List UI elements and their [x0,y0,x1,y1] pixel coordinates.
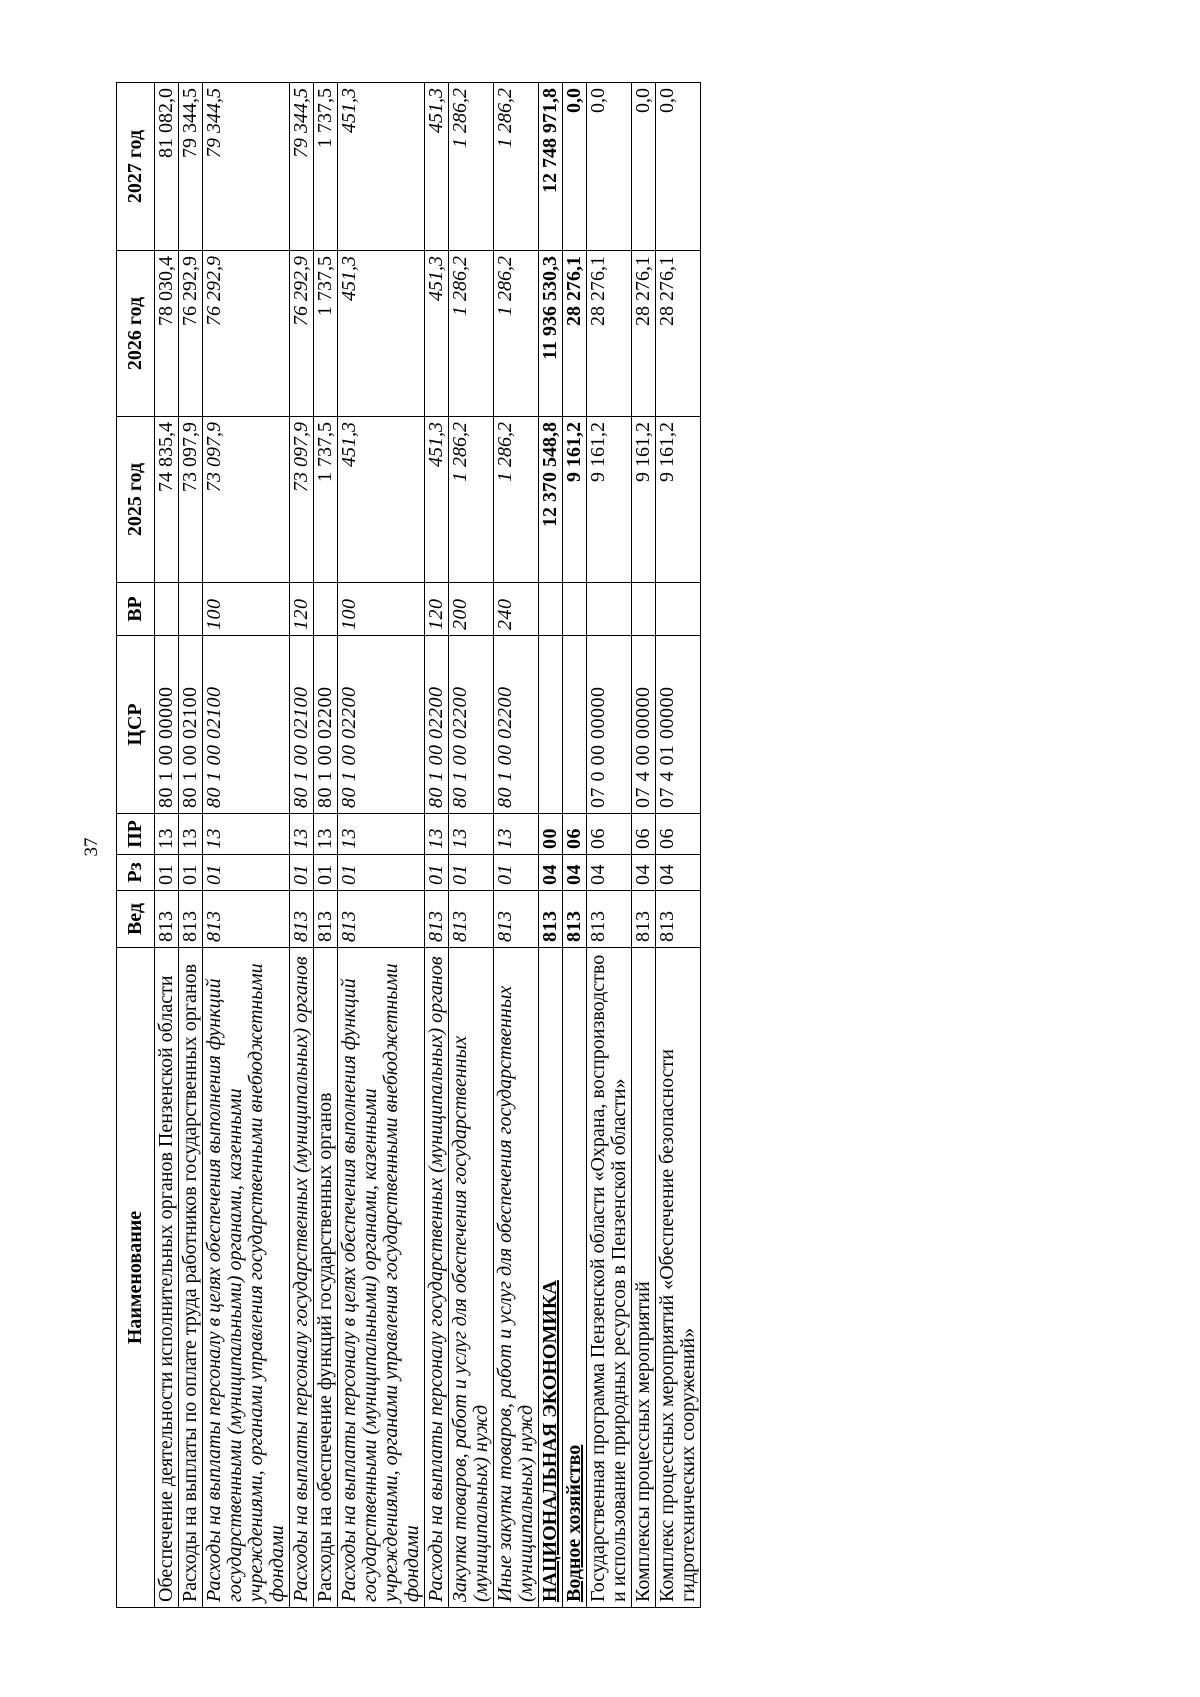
table-row [539,83,563,1608]
table-row [656,83,701,1608]
cell-2026: 1 286,2 [449,251,494,417]
cell-rz: 01 [425,855,449,891]
cell-2027: 451,3 [425,83,449,251]
header-rz: Рз [117,855,155,891]
cell-2026: 1 286,2 [494,251,539,417]
cell-vr: 200 [449,583,494,636]
cell-pr: 13 [425,814,449,855]
cell-name: Расходы на выплаты персоналу в целях обеспечения выполнения функций государственными (муниципальными) органами, казенными учреждениями, органами управления государственными внебюджетными фондами [338,948,425,1608]
cell-rz: 01 [179,855,203,891]
cell-name: Иные закупки товаров, работ и услуг для обеспечения государственных (муниципальных) нужд [494,948,539,1608]
cell-2026: 11 936 530,3 [539,251,563,417]
cell-2026: 78 030,4 [155,251,179,417]
cell-rz: 01 [290,855,314,891]
cell-name: Расходы на выплаты персоналу в целях обеспечения выполнения функций государственными (муниципальными) органами, казенными учреждениями, органами управления государственными внебюджетными фондами [203,948,290,1608]
header-2027: 2027 год [117,83,155,251]
table-row [179,83,203,1608]
cell-ved: 813 [155,891,179,948]
cell-2025: 73 097,9 [203,417,290,583]
table-header-row [117,83,155,1608]
cell-2025: 1 737,5 [314,417,338,583]
cell-pr: 06 [563,814,587,855]
cell-2025: 451,3 [425,417,449,583]
cell-ved: 813 [539,891,563,948]
cell-2027: 451,3 [338,83,425,251]
cell-csr [563,636,587,814]
cell-2027: 0,0 [587,83,632,251]
cell-2027: 0,0 [632,83,656,251]
cell-pr: 13 [155,814,179,855]
cell-2027: 12 748 971,8 [539,83,563,251]
cell-csr: 80 1 00 02100 [203,636,290,814]
cell-name: Обеспечение деятельности исполнительных органов Пензенской области [155,948,179,1608]
cell-2026: 76 292,9 [203,251,290,417]
cell-2025: 73 097,9 [179,417,203,583]
cell-2027: 79 344,5 [290,83,314,251]
cell-rz: 01 [449,855,494,891]
table-row [314,83,338,1608]
cell-2025: 9 161,2 [656,417,701,583]
cell-rz: 04 [563,855,587,891]
rotated-page-content [116,83,1066,1608]
table-row [338,83,425,1608]
cell-2026: 28 276,1 [587,251,632,417]
cell-2025: 9 161,2 [587,417,632,583]
cell-2027: 81 082,0 [155,83,179,251]
cell-pr: 13 [314,814,338,855]
cell-vr: 240 [494,583,539,636]
cell-ved: 813 [425,891,449,948]
header-ved: Вед [117,891,155,948]
cell-ved: 813 [203,891,290,948]
cell-2027: 1 286,2 [494,83,539,251]
cell-csr: 80 1 00 02200 [494,636,539,814]
table-row [494,83,539,1608]
cell-name: Государственная программа Пензенской области «Охрана, воспроизводство и использование природных ресурсов в Пензенской области» [587,948,632,1608]
header-csr: ЦСР [117,636,155,814]
cell-vr [656,583,701,636]
cell-name: Комплекс процессных мероприятий «Обеспечение безопасности гидротехнических сооружений» [656,948,701,1608]
cell-csr: 80 1 00 02100 [290,636,314,814]
cell-2027: 79 344,5 [203,83,290,251]
cell-ved: 813 [290,891,314,948]
cell-2025: 12 370 548,8 [539,417,563,583]
cell-ved: 813 [563,891,587,948]
cell-vr [563,583,587,636]
cell-pr: 06 [656,814,701,855]
header-2025: 2025 год [117,417,155,583]
cell-2026: 28 276,1 [563,251,587,417]
header-name: Наименование [117,948,155,1608]
cell-2026: 1 737,5 [314,251,338,417]
cell-pr: 06 [632,814,656,855]
cell-ved: 813 [587,891,632,948]
cell-2027: 1 737,5 [314,83,338,251]
cell-vr [632,583,656,636]
cell-csr: 80 1 00 02200 [338,636,425,814]
table-body [155,83,701,1608]
cell-csr: 80 1 00 02200 [449,636,494,814]
cell-rz: 01 [494,855,539,891]
header-vr: ВР [117,583,155,636]
cell-pr: 13 [179,814,203,855]
cell-ved: 813 [632,891,656,948]
cell-vr: 100 [203,583,290,636]
cell-2025: 74 835,4 [155,417,179,583]
cell-csr [539,636,563,814]
cell-pr: 13 [203,814,290,855]
table-row [155,83,179,1608]
cell-name: НАЦИОНАЛЬНАЯ ЭКОНОМИКА [539,948,563,1608]
cell-csr: 07 4 01 00000 [656,636,701,814]
budget-table [116,82,701,1608]
cell-vr [314,583,338,636]
cell-2026: 451,3 [425,251,449,417]
cell-2025: 9 161,2 [632,417,656,583]
cell-rz: 04 [539,855,563,891]
cell-2027: 0,0 [563,83,587,251]
cell-name: Расходы на выплаты персоналу государственных (муниципальных) органов [425,948,449,1608]
cell-csr: 80 1 00 02200 [314,636,338,814]
cell-rz: 04 [587,855,632,891]
cell-2026: 76 292,9 [290,251,314,417]
table-row [587,83,632,1608]
cell-2025: 1 286,2 [449,417,494,583]
cell-2027: 79 344,5 [179,83,203,251]
table-row [290,83,314,1608]
cell-rz: 01 [155,855,179,891]
cell-name: Расходы на выплаты по оплате труда работников государственных органов [179,948,203,1608]
cell-2027: 0,0 [656,83,701,251]
cell-csr: 80 1 00 00000 [155,636,179,814]
cell-name: Расходы на обеспечение функций государственных органов [314,948,338,1608]
cell-2026: 28 276,1 [656,251,701,417]
cell-ved: 813 [314,891,338,948]
cell-ved: 813 [656,891,701,948]
cell-rz: 04 [656,855,701,891]
cell-ved: 813 [494,891,539,948]
cell-name: Комплексы процессных мероприятий [632,948,656,1608]
cell-ved: 813 [449,891,494,948]
cell-pr: 06 [587,814,632,855]
table-row [449,83,494,1608]
cell-pr: 13 [449,814,494,855]
table-row [425,83,449,1608]
cell-2025: 1 286,2 [494,417,539,583]
cell-name: Водное хозяйство [563,948,587,1608]
cell-csr: 07 4 00 00000 [632,636,656,814]
cell-pr: 13 [290,814,314,855]
cell-ved: 813 [179,891,203,948]
cell-pr: 13 [494,814,539,855]
cell-2025: 9 161,2 [563,417,587,583]
table-row [632,83,656,1608]
table-row [203,83,290,1608]
cell-2025: 451,3 [338,417,425,583]
cell-pr: 00 [539,814,563,855]
cell-2026: 76 292,9 [179,251,203,417]
cell-csr: 07 0 00 00000 [587,636,632,814]
cell-rz: 01 [203,855,290,891]
cell-rz: 04 [632,855,656,891]
header-pr: ПР [117,814,155,855]
cell-2026: 451,3 [338,251,425,417]
cell-2026: 28 276,1 [632,251,656,417]
cell-vr: 120 [425,583,449,636]
header-2026: 2026 год [117,251,155,417]
cell-rz: 01 [338,855,425,891]
cell-2027: 1 286,2 [449,83,494,251]
cell-ved: 813 [338,891,425,948]
cell-vr [587,583,632,636]
cell-vr: 100 [338,583,425,636]
cell-pr: 13 [338,814,425,855]
cell-vr [179,583,203,636]
cell-csr: 80 1 00 02100 [179,636,203,814]
cell-vr [155,583,179,636]
cell-name: Закупка товаров, работ и услуг для обеспечения государственных (муниципальных) нужд [449,948,494,1608]
cell-csr: 80 1 00 02200 [425,636,449,814]
cell-rz: 01 [314,855,338,891]
table-row [563,83,587,1608]
cell-vr [539,583,563,636]
cell-2025: 73 097,9 [290,417,314,583]
cell-name: Расходы на выплаты персоналу государственных (муниципальных) органов [290,948,314,1608]
cell-vr: 120 [290,583,314,636]
page-number: 37 [81,837,102,857]
